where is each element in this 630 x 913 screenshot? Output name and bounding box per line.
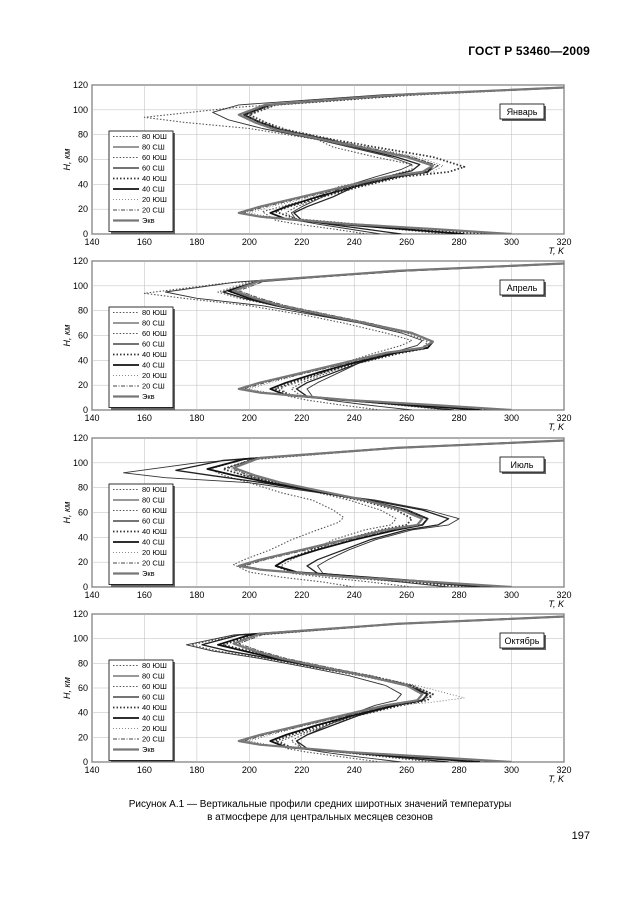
legend-label-4: 40 ЮШ — [142, 350, 167, 359]
x-tick-label: 140 — [84, 237, 100, 247]
month-label: Июль — [510, 460, 534, 470]
y-tick-label: 40 — [77, 179, 88, 190]
x-tick-label: 240 — [346, 590, 362, 600]
y-tick-label: 20 — [77, 380, 88, 391]
y-tick-label: 0 — [82, 582, 88, 592]
legend-label-2: 60 ЮШ — [142, 153, 167, 162]
x-tick-label: 320 — [556, 237, 572, 247]
legend-label-3: 60 СШ — [142, 339, 165, 349]
legend-label-8: Экв — [142, 569, 155, 578]
x-tick-label: 220 — [294, 413, 310, 423]
y-tick-label: 80 — [77, 482, 88, 493]
legend-label-0: 80 ЮШ — [142, 485, 167, 494]
legend-label-6: 20 ЮШ — [142, 195, 167, 204]
legend-label-1: 80 СШ — [142, 671, 165, 681]
legend-label-2: 60 ЮШ — [142, 682, 167, 691]
standard-header: ГОСТ Р 53460—2009 — [468, 44, 590, 58]
y-tick-label: 120 — [72, 256, 88, 266]
x-tick-label: 200 — [241, 413, 257, 423]
legend-label-5: 40 СШ — [142, 713, 165, 723]
page-number: 197 — [571, 830, 590, 842]
y-tick-label: 100 — [72, 633, 88, 644]
x-tick-label: 300 — [504, 237, 520, 247]
x-tick-label: 240 — [346, 237, 362, 247]
legend-label-5: 40 СШ — [142, 360, 165, 370]
x-tick-label: 280 — [451, 765, 467, 775]
legend-label-5: 40 СШ — [142, 537, 165, 547]
y-tick-label: 0 — [82, 229, 88, 239]
y-axis-label: H, км — [62, 677, 72, 699]
legend-label-6: 20 ЮШ — [142, 548, 167, 557]
y-tick-label: 20 — [77, 732, 88, 743]
y-tick-label: 120 — [72, 609, 88, 619]
month-label: Январь — [506, 107, 538, 117]
x-tick-label: 160 — [136, 765, 152, 775]
legend-label-0: 80 ЮШ — [142, 308, 167, 317]
x-tick-label: 320 — [556, 413, 572, 423]
x-tick-label: 220 — [294, 765, 310, 775]
x-tick-label: 140 — [84, 765, 100, 775]
y-tick-label: 100 — [72, 457, 88, 468]
x-tick-label: 140 — [84, 590, 100, 600]
x-tick-label: 180 — [189, 237, 205, 247]
legend-label-1: 80 СШ — [142, 318, 165, 328]
y-tick-label: 40 — [77, 355, 88, 366]
y-tick-label: 120 — [72, 80, 88, 90]
chart-panel-0 — [62, 80, 572, 256]
x-tick-label: 300 — [504, 590, 520, 600]
x-tick-label: 280 — [451, 590, 467, 600]
y-tick-label: 80 — [77, 129, 88, 140]
y-axis-label: H, км — [62, 148, 72, 171]
y-axis-label: H, км — [62, 501, 72, 524]
x-axis-label: T, K — [548, 599, 564, 609]
legend-label-3: 60 СШ — [142, 163, 165, 173]
chart-panel-1 — [62, 256, 572, 432]
y-tick-label: 80 — [77, 305, 88, 316]
x-tick-label: 180 — [189, 765, 205, 775]
y-tick-label: 40 — [77, 532, 88, 543]
x-tick-label: 320 — [556, 590, 572, 600]
legend-label-7: 20 СШ — [142, 734, 165, 744]
legend-label-3: 60 СШ — [142, 516, 165, 526]
legend-label-2: 60 ЮШ — [142, 506, 167, 515]
x-axis-label: T, K — [548, 422, 564, 432]
x-tick-label: 220 — [294, 237, 310, 247]
chart-panel-3 — [62, 609, 572, 784]
y-tick-label: 0 — [82, 757, 88, 767]
x-tick-label: 260 — [399, 237, 415, 247]
x-tick-label: 160 — [136, 413, 152, 423]
x-axis-label: T, K — [548, 246, 564, 256]
x-tick-label: 220 — [294, 590, 310, 600]
x-tick-label: 200 — [241, 765, 257, 775]
legend-label-7: 20 СШ — [142, 205, 165, 215]
legend-label-4: 40 ЮШ — [142, 174, 167, 183]
legend-label-3: 60 СШ — [142, 692, 165, 702]
chart-panel-2 — [62, 433, 572, 609]
y-axis-label: H, км — [62, 324, 72, 347]
y-tick-label: 100 — [72, 280, 88, 291]
x-tick-label: 320 — [556, 765, 572, 775]
legend-label-0: 80 ЮШ — [142, 661, 167, 670]
legend-label-6: 20 ЮШ — [142, 371, 167, 380]
x-tick-label: 180 — [189, 590, 205, 600]
y-tick-label: 20 — [77, 557, 88, 568]
y-tick-label: 0 — [82, 405, 88, 415]
x-tick-label: 300 — [504, 765, 520, 775]
y-tick-label: 80 — [77, 658, 88, 669]
legend-label-6: 20 ЮШ — [142, 724, 167, 733]
x-tick-label: 280 — [451, 237, 467, 247]
y-tick-label: 60 — [77, 154, 88, 165]
x-tick-label: 260 — [399, 413, 415, 423]
y-tick-label: 60 — [77, 330, 88, 341]
x-tick-label: 200 — [241, 590, 257, 600]
legend-label-1: 80 СШ — [142, 142, 165, 152]
x-tick-label: 180 — [189, 413, 205, 423]
y-tick-label: 100 — [72, 104, 88, 115]
x-tick-label: 260 — [399, 765, 415, 775]
y-tick-label: 120 — [72, 433, 88, 443]
legend-label-8: Экв — [142, 745, 155, 754]
x-tick-label: 260 — [399, 590, 415, 600]
month-label: Апрель — [506, 283, 538, 293]
legend-label-0: 80 ЮШ — [142, 132, 167, 141]
legend-label-2: 60 ЮШ — [142, 329, 167, 338]
y-tick-label: 60 — [77, 683, 88, 693]
legend-label-1: 80 СШ — [142, 495, 165, 505]
legend-label-8: Экв — [142, 216, 155, 225]
y-tick-label: 20 — [77, 204, 88, 215]
figure-caption-line2: в атмосфере для центральных месяцев сезонов — [207, 812, 433, 823]
x-tick-label: 160 — [136, 590, 152, 600]
y-tick-label: 40 — [77, 707, 88, 718]
legend-label-7: 20 СШ — [142, 558, 165, 568]
x-tick-label: 140 — [84, 413, 100, 423]
legend-label-4: 40 ЮШ — [142, 703, 167, 712]
x-tick-label: 280 — [451, 413, 467, 423]
x-tick-label: 240 — [346, 413, 362, 423]
legend-label-4: 40 ЮШ — [142, 527, 167, 536]
x-axis-label: T, K — [548, 774, 564, 784]
x-tick-label: 240 — [346, 765, 362, 775]
legend-label-7: 20 СШ — [142, 381, 165, 391]
legend-label-8: Экв — [142, 392, 155, 401]
x-tick-label: 160 — [136, 237, 152, 247]
figure-caption-line1: Рисунок А.1 — Вертикальные профили средних широтных значений температуры — [128, 799, 512, 810]
x-tick-label: 200 — [241, 237, 257, 247]
y-tick-label: 60 — [77, 507, 88, 518]
x-tick-label: 300 — [504, 413, 520, 423]
legend-label-5: 40 СШ — [142, 184, 165, 194]
month-label: Октябрь — [504, 636, 540, 646]
